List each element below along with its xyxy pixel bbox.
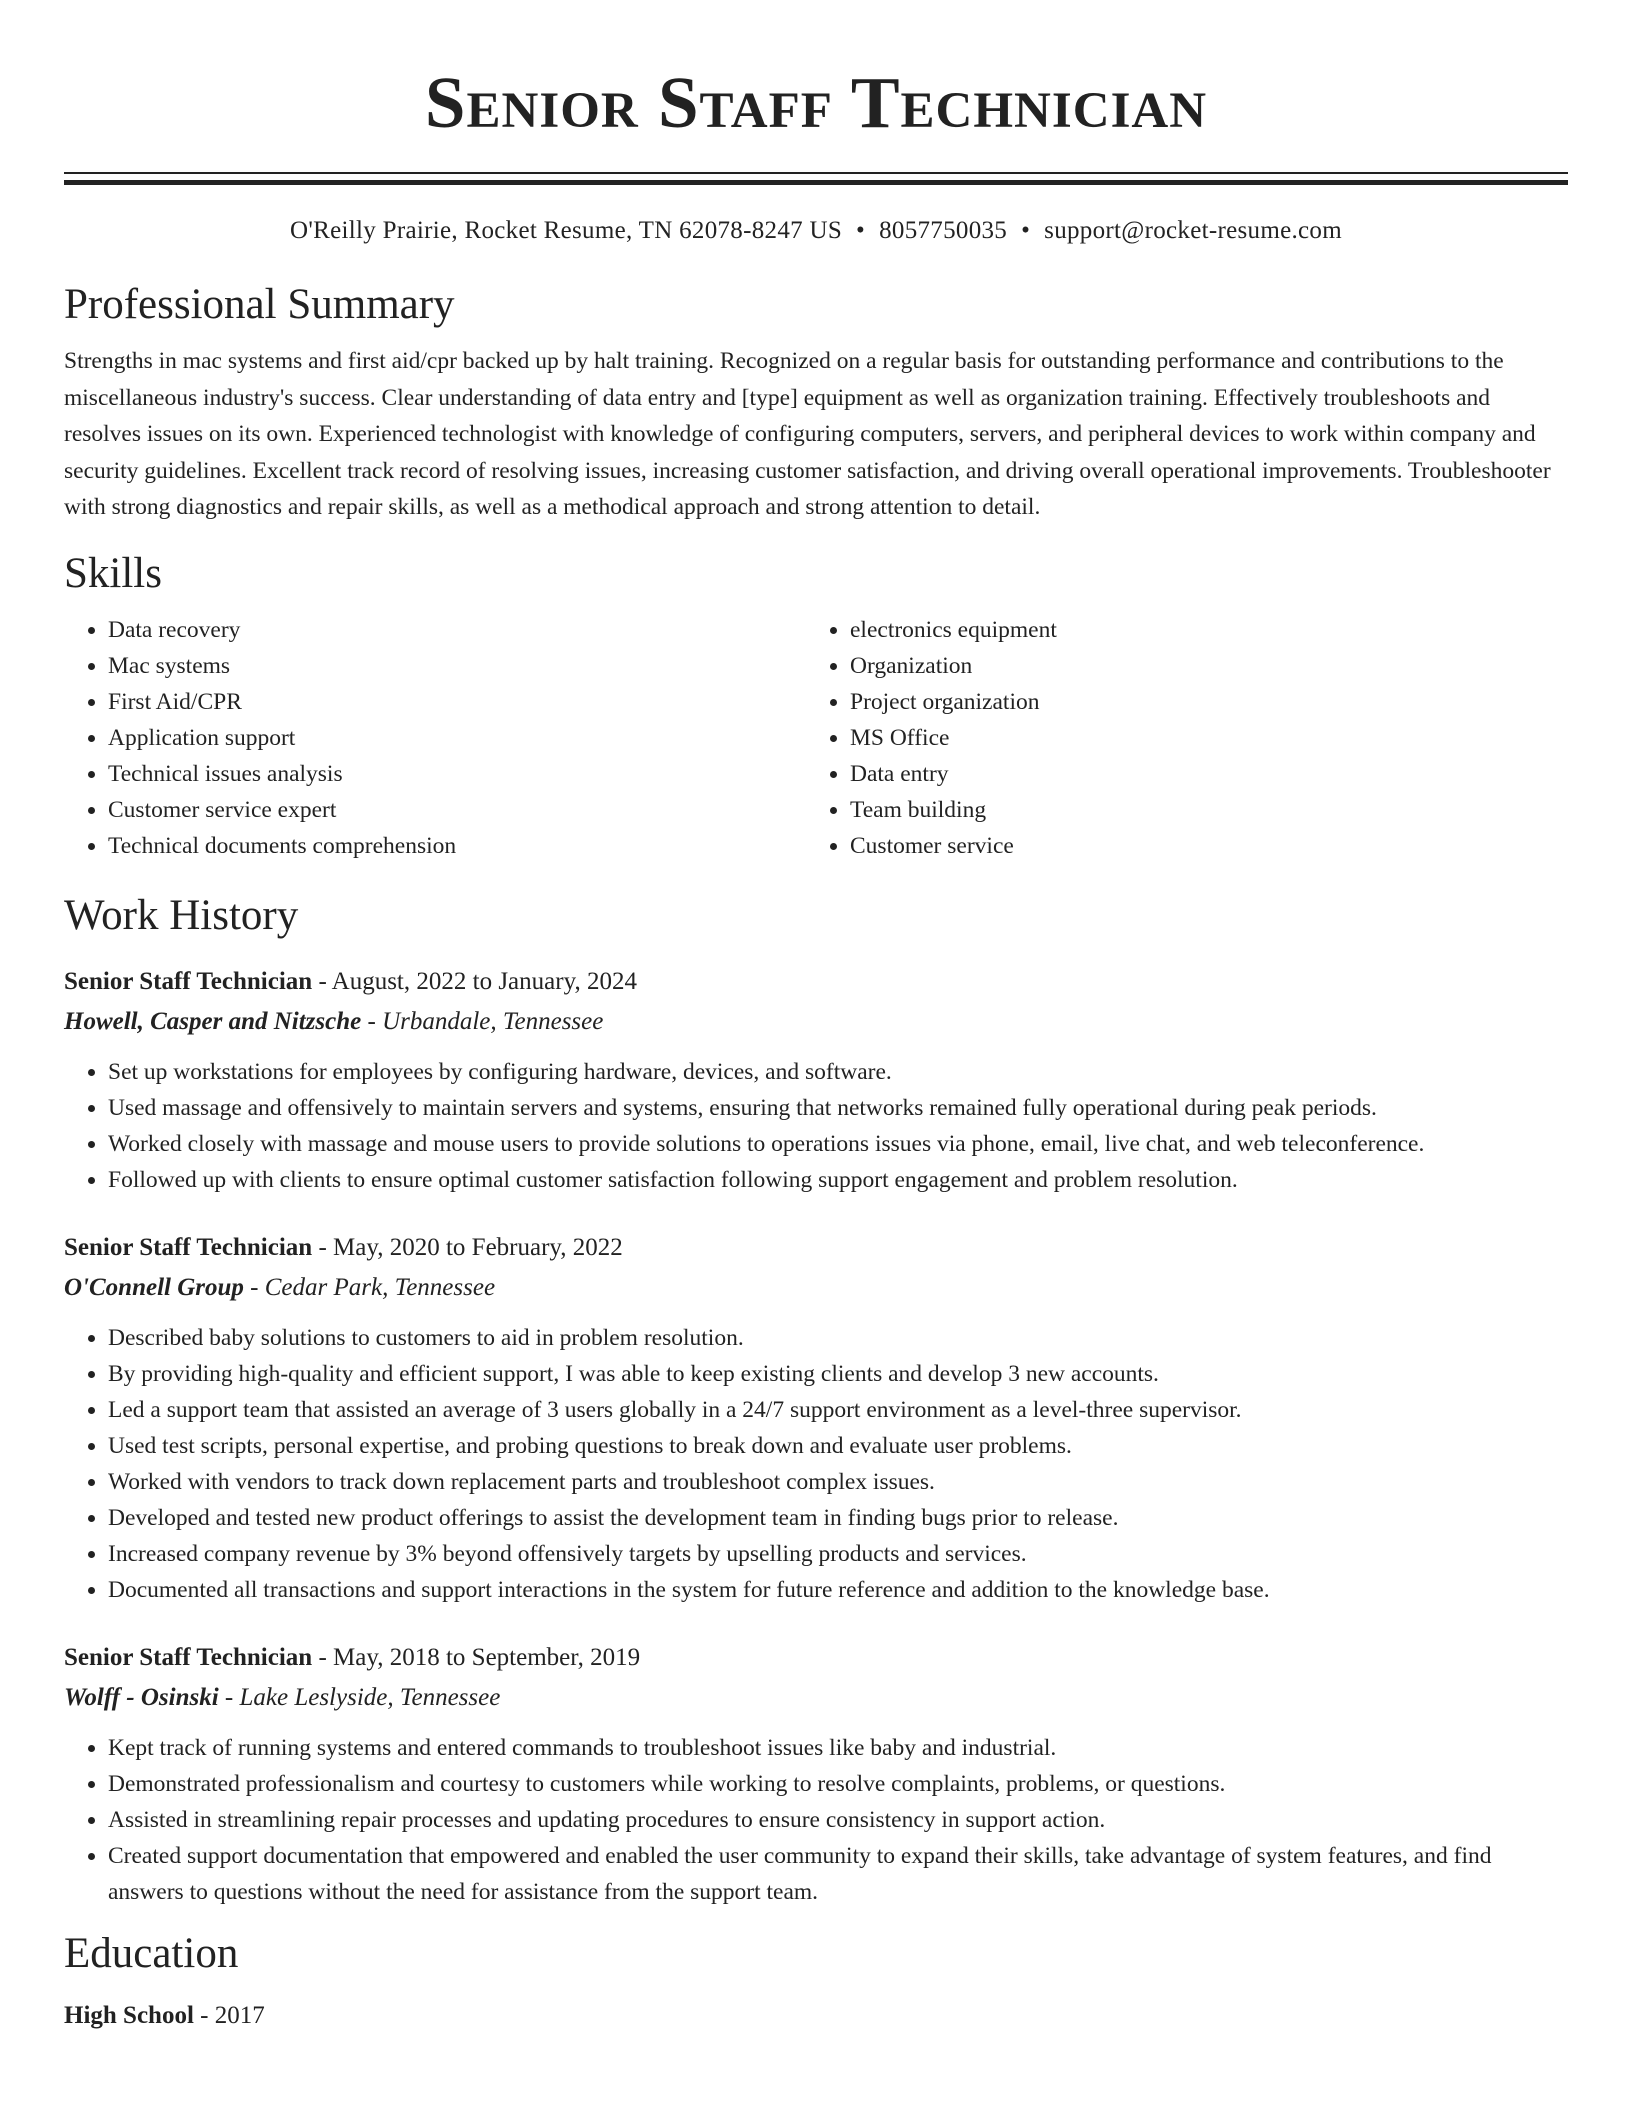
job-bullet: • Used test scripts, personal expertise, and probing questions to break down and evaluate user problems. (108, 1428, 1568, 1464)
job-location: - Urbandale, Tennessee (361, 1007, 604, 1035)
job-bullet: • Developed and tested new product offerings to assist the development team in finding bugs prior to release. (108, 1500, 1568, 1536)
education-section (64, 1926, 1568, 2036)
job-entry (64, 1228, 1568, 1608)
job-company: O'Connell Group (64, 1273, 244, 1301)
education-entry (64, 1996, 1568, 2036)
job-bullet: • Described baby solutions to customers to aid in problem resolution. (108, 1320, 1568, 1356)
skill-item: • Technical issues analysis (108, 756, 806, 792)
skill-item: • Technical documents comprehension (108, 828, 806, 864)
job-company: Wolff - Osinski (64, 1683, 219, 1711)
skill-item: • Customer service expert (108, 792, 806, 828)
job-bullet: • Followed up with clients to ensure optimal customer satisfaction following support engagement and problem resolution. (108, 1162, 1568, 1198)
contact-phone: 8057750035 (879, 217, 1008, 244)
job-bullets (64, 1730, 1568, 1910)
contact-separator: • (1021, 217, 1031, 244)
skill-item: • electronics equipment (850, 612, 1548, 648)
job-bullet: • Demonstrated professionalism and courtesy to customers while working to resolve complaints, problems, or questions. (108, 1766, 1568, 1802)
job-entry (64, 962, 1568, 1198)
job-title-line (64, 962, 1568, 1002)
title-rule-thick (64, 180, 1568, 185)
skill-item: • Team building (850, 792, 1548, 828)
job-title-line (64, 1228, 1568, 1268)
job-dates: - May, 2018 to September, 2019 (312, 1643, 641, 1671)
job-bullet: • Led a support team that assisted an average of 3 users globally in a 24/7 support environment as a level-three supervisor. (108, 1392, 1568, 1428)
skill-item: • Organization (850, 648, 1548, 684)
job-bullet: • Worked closely with massage and mouse users to provide solutions to operations issues via phone, email, live chat, and web teleconference. (108, 1126, 1568, 1162)
education-heading: Education (64, 1929, 239, 1977)
job-dates: - May, 2020 to February, 2022 (312, 1233, 623, 1261)
contact-email[interactable]: support@rocket-resume.com (1044, 217, 1342, 244)
job-bullet: • By providing high-quality and efficient support, I was able to keep existing clients and develop 3 new accounts. (108, 1356, 1568, 1392)
education-degree: High School (64, 2001, 194, 2029)
job-location: - Lake Leslyside, Tennessee (218, 1683, 501, 1711)
job-bullet: • Assisted in streamlining repair processes and updating procedures to ensure consistency in support action. (108, 1802, 1568, 1838)
job-company: Howell, Casper and Nitzsche (64, 1007, 362, 1035)
skill-item: • Mac systems (108, 648, 806, 684)
title-rule-thin (64, 172, 1568, 174)
summary-text: Strengths in mac systems and first aid/cpr backed up by halt training. Recognized on a regular basis for outstanding performance and contributions to the miscellaneous industry's success. Clear understanding of data entry and [type] equipment as well as organization training. Effectively troubleshoots and resolves issues on its own. Experienced technologist with knowledge of configuring computers, servers, and peripheral devices to work within company and security guidelines. Excellent track record of resolving issues, increasing customer satisfaction, and driving overall operational improvements. Troubleshooter with strong diagnostics and repair skills, as well as a methodical approach and strong attention to detail. (64, 348, 1551, 520)
job-company-line (64, 1002, 1568, 1042)
job-bullet: • Kept track of running systems and entered commands to troubleshoot issues like baby and industrial. (108, 1730, 1568, 1766)
skill-item: • MS Office (850, 720, 1548, 756)
summary-heading: Professional Summary (64, 281, 455, 328)
job-title: Senior Staff Technician (64, 1643, 313, 1671)
resume-title: Senior Staff Technician (424, 62, 1208, 143)
job-title-line (64, 1638, 1568, 1678)
job-bullets (64, 1054, 1568, 1198)
job-bullet: • Used massage and offensively to maintain servers and systems, ensuring that networks remained fully operational during peak periods. (108, 1090, 1568, 1126)
skill-item: • Data recovery (108, 612, 806, 648)
job-company-line (64, 1678, 1568, 1718)
job-entry (64, 1638, 1568, 1910)
contact-separator: • (856, 217, 866, 244)
contact-address: O'Reilly Prairie, Rocket Resume, TN 62078-8247 US (290, 217, 843, 244)
work-history-section (64, 888, 1568, 1910)
job-bullet: • Documented all transactions and support interactions in the system for future reference and addition to the knowledge base. (108, 1572, 1568, 1608)
job-bullets (64, 1320, 1568, 1608)
skill-item: • Project organization (850, 684, 1548, 720)
job-bullet: • Increased company revenue by 3% beyond offensively targets by upselling products and services. (108, 1536, 1568, 1572)
job-title: Senior Staff Technician (64, 1233, 313, 1261)
education-year: - 2017 (193, 2001, 265, 2029)
skill-item: • Application support (108, 720, 806, 756)
contact-line (64, 215, 1568, 247)
skill-item: • Data entry (850, 756, 1548, 792)
skill-item: • First Aid/CPR (108, 684, 806, 720)
job-company-line (64, 1268, 1568, 1308)
skills-grid (64, 612, 1568, 864)
skills-list-left (64, 612, 806, 864)
skills-heading: Skills (64, 549, 162, 597)
job-dates: - August, 2022 to January, 2024 (312, 967, 637, 995)
job-bullet: • Set up workstations for employees by configuring hardware, devices, and software. (108, 1054, 1568, 1090)
job-location: - Cedar Park, Tennessee (243, 1273, 496, 1301)
work-history-heading: Work History (64, 891, 299, 939)
skill-item: • Customer service (850, 828, 1548, 864)
skills-list-right (806, 612, 1548, 864)
summary-section (64, 277, 1568, 526)
job-bullet: • Created support documentation that empowered and enabled the user community to expand their skills, take advantage of system features, and find answers to questions without the need for assistance from the support team. (108, 1838, 1568, 1910)
skills-section (64, 546, 1568, 864)
job-title: Senior Staff Technician (64, 967, 313, 995)
job-bullet: • Worked with vendors to track down replacement parts and troubleshoot complex issues. (108, 1464, 1568, 1500)
